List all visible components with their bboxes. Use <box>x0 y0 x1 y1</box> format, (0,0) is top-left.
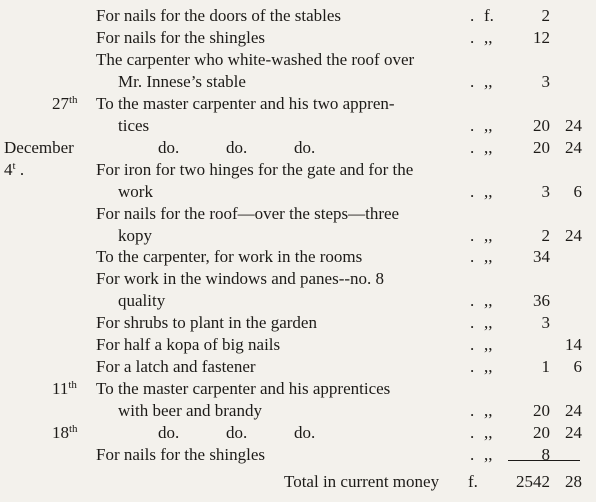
entry-date: 18th <box>52 423 78 442</box>
currency-mark: ,, <box>484 401 493 420</box>
entry-date: 4$^t$ . <box>4 160 25 179</box>
currency-mark: ,, <box>484 291 493 310</box>
amount-florins: 20 <box>533 401 550 420</box>
amount-florins: 2 <box>541 6 550 25</box>
entry-description: kopy <box>118 226 152 245</box>
ledger-row <box>0 114 596 138</box>
amount-florins: 20 <box>533 116 550 135</box>
leader-dots: . <box>470 226 475 245</box>
amount-kreuzers: 24 <box>565 401 582 420</box>
amount-kreuzers: 24 <box>565 423 582 442</box>
ledger-row <box>0 136 596 160</box>
currency-mark: ,, <box>484 335 493 354</box>
leader-dots: . <box>470 6 475 25</box>
ledger-row <box>0 202 596 226</box>
currency-mark: ,, <box>484 182 493 201</box>
ledger-row <box>0 333 596 357</box>
entry-description: For nails for the roof—over the steps—three <box>96 204 400 223</box>
currency-mark: ,, <box>484 28 493 47</box>
entry-description: do. do. do. <box>158 423 316 442</box>
ledger-row <box>0 443 596 467</box>
ledger-row <box>0 267 596 291</box>
entry-description: do. do. do. <box>158 138 316 157</box>
total-rule <box>508 460 580 461</box>
amount-florins: 8 <box>541 445 550 464</box>
entry-description: tices <box>118 116 150 135</box>
entry-description: To the carpenter, for work in the rooms <box>96 247 363 266</box>
ledger-row <box>0 399 596 423</box>
currency-mark: ,, <box>484 226 493 245</box>
amount-florins: 20 <box>533 423 550 442</box>
ledger-row <box>0 4 596 28</box>
amount-florins: 20 <box>533 138 550 157</box>
ledger-row <box>0 355 596 379</box>
entry-date: December <box>4 138 74 157</box>
ledger-row <box>0 180 596 204</box>
ledger-row <box>0 421 596 445</box>
currency-mark: ,, <box>484 247 493 266</box>
entry-description: For nails for the doors of the stables <box>96 6 342 25</box>
entry-description: For work in the windows and panes--no. 8 <box>96 269 385 288</box>
amount-florins: 36 <box>533 291 550 310</box>
ledger-row <box>0 158 596 182</box>
ledger-row <box>0 92 596 116</box>
amount-florins: 34 <box>533 247 550 266</box>
currency-mark: ,, <box>484 116 493 135</box>
leader-dots: . <box>470 28 475 47</box>
total-florins: 2542 <box>516 472 550 491</box>
currency-mark: ,, <box>484 423 493 442</box>
leader-dots: . <box>470 401 475 420</box>
amount-kreuzers: 6 <box>573 357 582 376</box>
amount-florins: 2 <box>541 226 550 245</box>
currency-mark: ,, <box>484 313 493 332</box>
ledger-row <box>0 311 596 335</box>
amount-florins: 12 <box>533 28 550 47</box>
leader-dots: . <box>470 247 475 266</box>
ledger-row <box>0 70 596 94</box>
entry-description: For half a kopa of big nails <box>96 335 281 354</box>
amount-florins: 1 <box>541 357 550 376</box>
entry-description: The carpenter who white-washed the roof over <box>96 50 415 69</box>
amount-florins: 3 <box>541 313 550 332</box>
entry-description: To the master carpenter and his apprentices <box>96 379 391 398</box>
amount-kreuzers: 24 <box>565 226 582 245</box>
entry-description: For nails for the shingles <box>96 445 266 464</box>
entry-date: 27th <box>52 94 78 113</box>
ledger-row <box>0 48 596 72</box>
entry-description: For a latch and fastener <box>96 357 256 376</box>
ledger-row <box>0 26 596 50</box>
leader-dots: . <box>470 291 475 310</box>
entry-description: Mr. Innese’s stable <box>118 72 246 91</box>
currency-mark: f. <box>484 6 494 25</box>
amount-kreuzers: 24 <box>565 116 582 135</box>
currency-mark: ,, <box>484 445 493 464</box>
ledger-row <box>0 245 596 269</box>
entry-description: quality <box>118 291 166 310</box>
total-currency: f. <box>468 472 478 491</box>
entry-description: For iron for two hinges for the gate and for the <box>96 160 414 179</box>
entry-description: For nails for the shingles <box>96 28 266 47</box>
amount-florins: 3 <box>541 72 550 91</box>
entry-description: work <box>118 182 153 201</box>
leader-dots: . <box>470 335 475 354</box>
entry-date: 11th <box>52 379 77 398</box>
currency-mark: ,, <box>484 357 493 376</box>
total-label: Total in current money <box>284 472 440 491</box>
leader-dots: . <box>470 138 475 157</box>
currency-mark: ,, <box>484 72 493 91</box>
leader-dots: . <box>470 423 475 442</box>
ledger-row <box>0 377 596 401</box>
leader-dots: . <box>470 357 475 376</box>
leader-dots: . <box>470 445 475 464</box>
amount-kreuzers: 14 <box>565 335 582 354</box>
amount-kreuzers: 24 <box>565 138 582 157</box>
entry-description: with beer and brandy <box>118 401 262 420</box>
entry-description: To the master carpenter and his two appren- <box>96 94 395 113</box>
amount-kreuzers: 6 <box>573 182 582 201</box>
leader-dots: . <box>470 182 475 201</box>
leader-dots: . <box>470 72 475 91</box>
total-row <box>0 470 596 494</box>
ledger-row <box>0 289 596 313</box>
leader-dots: . <box>470 116 475 135</box>
currency-mark: ,, <box>484 138 493 157</box>
entry-description: For shrubs to plant in the garden <box>96 313 317 332</box>
amount-florins: 3 <box>541 182 550 201</box>
leader-dots: . <box>470 313 475 332</box>
total-kreuzers: 28 <box>565 472 582 491</box>
